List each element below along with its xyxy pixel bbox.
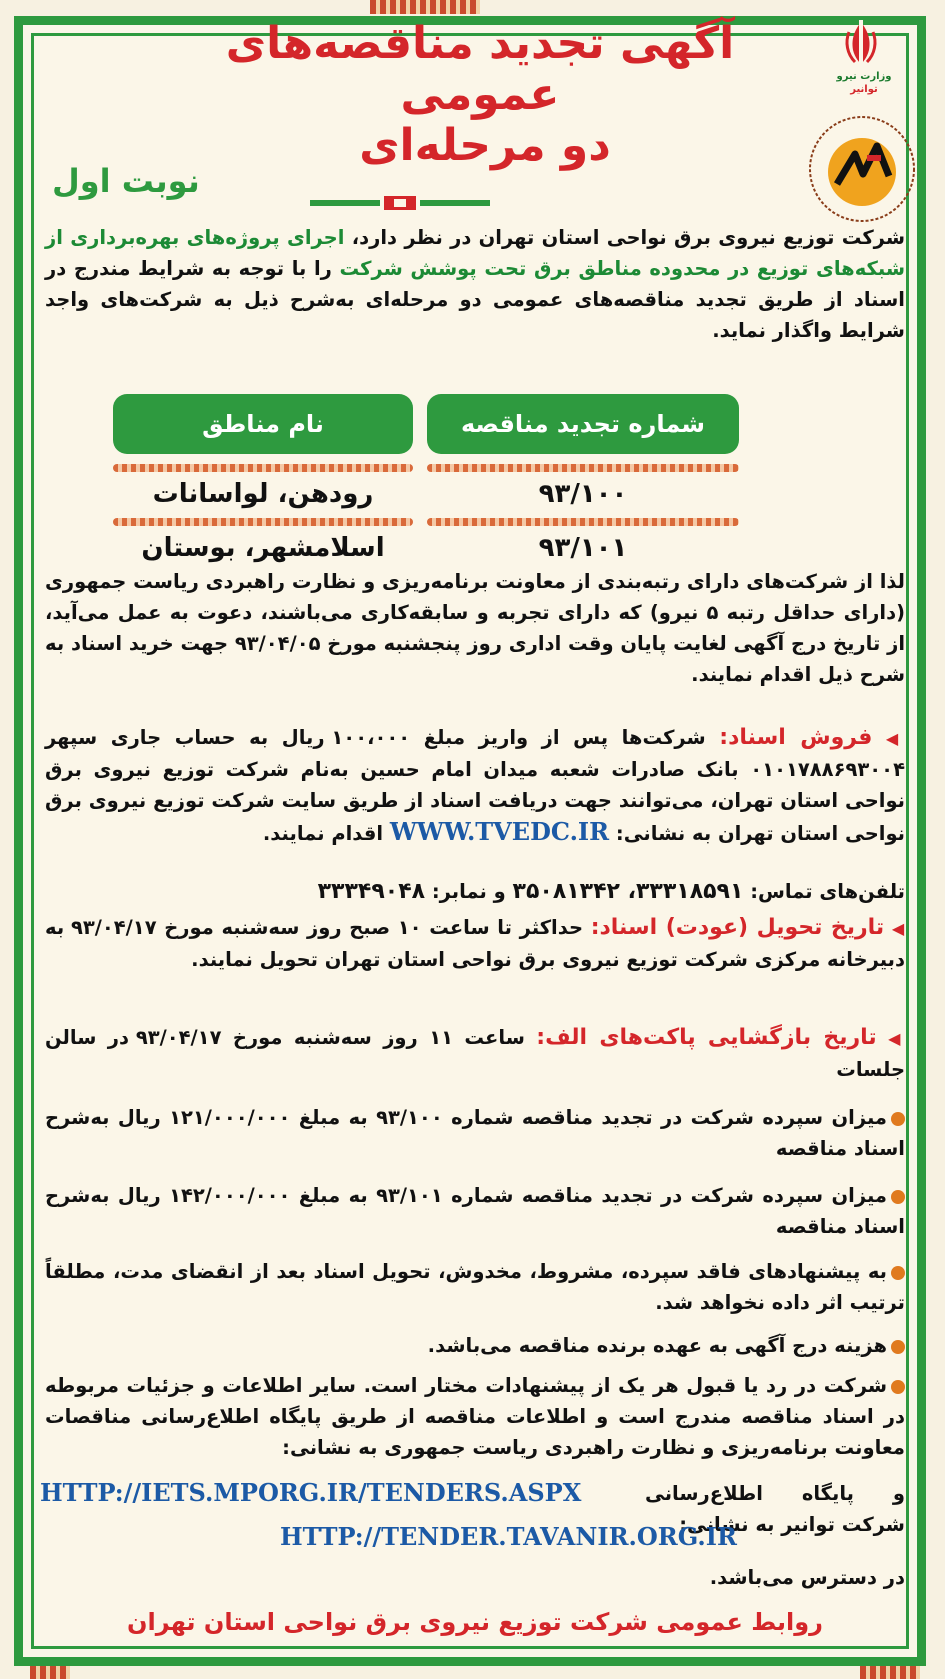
top-decoration xyxy=(370,0,480,14)
bullet-text: شرکت در رد یا قبول هر یک از پیشنهادات مختار است. سایر اطلاعات و جزئیات مربوطه در اسناد مناقصه مندرج است و اطلاعات مناقصه از طریق پایگاه اطلاع‌رسانی مناقصات معاونت برنامه‌ریزی و نظارت راهبردی ریاست جمهوری به نشانی: xyxy=(45,1374,905,1459)
divider-ornament-icon xyxy=(310,195,490,211)
tvedc-link[interactable]: WWW.TVEDC.IR xyxy=(389,817,610,846)
arrow-icon: ◀ xyxy=(891,919,906,938)
sale-heading: فروش اسناد: xyxy=(719,725,873,750)
logo-area xyxy=(804,14,919,229)
sale-text: شرکت‌ها پس از واریز مبلغ ۱۰۰،۰۰۰ ریال به حساب جاری سپهر ۰۱۰۱۷۸۸۶۹۳۰۰۴ بانک صادرات شعبه میدان امام حسین به‌نام شرکت توزیع نیروی برق نواحی استان تهران، می‌توانند جهت دریافت اسناد از طریق سایت شرکت توزیع نیروی برق نواحی استان تهران به نشانی: xyxy=(45,726,905,845)
last-text-3: در دسترس می‌باشد. xyxy=(709,1566,905,1589)
fax-number: ۳۳۳۴۹۰۴۸ xyxy=(317,879,426,904)
document-sale-section xyxy=(45,722,905,849)
iran-emblem-icon xyxy=(841,18,881,68)
opening-section xyxy=(45,1022,905,1085)
column-header-area: نام مناطق xyxy=(113,394,413,454)
opening-heading: تاریخ بازگشایی پاکت‌های الف: xyxy=(536,1025,877,1050)
table-cell-area: رودهن، لواسانات xyxy=(152,479,374,509)
phones-label: تلفن‌های تماس: xyxy=(750,880,905,903)
delivery-section xyxy=(45,912,905,975)
delivery-heading: تاریخ تحویل (عودت) اسناد: xyxy=(590,915,885,940)
bullet-text: به پیشنهادهای فاقد سپرده، مشروط، مخدوش، تحویل اسناد بعد از انقضای مدت، مطلقاً ترتیب اثر داده نخواهد شد. xyxy=(45,1260,905,1314)
table-cell-area: اسلامشهر، بوستان xyxy=(141,533,385,563)
list-item xyxy=(45,1180,905,1242)
bullet-icon xyxy=(891,1266,905,1280)
bottom-decoration-left xyxy=(30,1665,70,1679)
page-title: آگهی تجدید مناقصه‌های عمومی xyxy=(225,18,735,120)
invitation-paragraph: لذا از شرکت‌های دارای رتبه‌بندی از معاونت برنامه‌ریزی و نظارت راهبردی ریاست جمهوری (دارای حداقل رتبه ۵ نیرو) که دارای تجربه و سابقه‌کاری می‌باشند، دعوت به عمل می‌آید، از تاریخ درج آگهی لغایت پایان وقت اداری روز پنجشنبه مورخ ۹۳/۰۴/۰۵ جهت خرید اسناد به شرح ذیل اقدام نمایند. xyxy=(45,570,905,686)
table-cell-number: ۹۳/۱۰۱ xyxy=(538,533,628,563)
last-text-2: و پایگاه اطلاع‌رسانی شرکت توانیر به نشانی: xyxy=(645,1482,905,1536)
fax-label: و نمابر: xyxy=(431,880,506,903)
sale-after: اقدام نمایند. xyxy=(262,822,384,845)
ministry-line1: وزارت نیرو xyxy=(836,71,892,82)
table-cell-number: ۹۳/۱۰۰ xyxy=(538,479,628,509)
table-divider xyxy=(427,518,739,526)
bullet-text: میزان سپرده شرکت در تجدید مناقصه شماره ۹۳/۱۰۱ به مبلغ ۱۴۲/۰۰۰/۰۰۰ ریال به‌شرح اسناد مناقصه xyxy=(45,1184,905,1238)
bottom-decoration-right xyxy=(860,1665,920,1679)
phones-numbers: ۳۳۳۱۸۵۹۱، ۳۵۰۸۱۳۴۲ xyxy=(512,879,744,904)
ministry-label xyxy=(809,70,919,96)
arrow-icon: ◀ xyxy=(885,729,905,748)
bullet-icon xyxy=(891,1112,905,1126)
company-logo-icon xyxy=(807,114,917,224)
phones-line xyxy=(45,876,905,907)
bullet-icon xyxy=(891,1190,905,1204)
delivery-text: حداکثر تا ساعت ۱۰ صبح روز سه‌شنبه مورخ ۹۳/۰۴/۱۷ به دبیرخانه مرکزی شرکت توزیع نیروی برق نواحی استان تهران تحویل نمایند. xyxy=(45,916,905,971)
list-item xyxy=(45,1330,905,1361)
round-badge: نوبت اول xyxy=(52,162,200,200)
list-item xyxy=(45,1256,905,1318)
intro-text: شرکت توزیع نیروی برق نواحی استان تهران در نظر دارد، xyxy=(344,226,905,249)
page-subtitle: دو مرحله‌ای xyxy=(359,120,611,171)
intro-text-end: را با توجه به شرایط مندرج در اسناد از طریق تجدید مناقصه‌های عمومی دو مرحله‌ای به‌شرح ذیل به شرکت‌های واجد شرایط واگذار نماید. xyxy=(45,257,905,342)
intro-paragraph xyxy=(45,222,905,346)
list-item xyxy=(45,1102,905,1164)
table-divider xyxy=(427,464,739,472)
column-header-number: شماره تجدید مناقصه xyxy=(427,394,739,454)
ministry-line2: توانیر xyxy=(850,84,878,95)
bullet-text: هزینه درج آگهی به عهده برنده مناقصه می‌باشد. xyxy=(427,1334,887,1357)
bullet-icon xyxy=(891,1380,905,1394)
table-divider xyxy=(113,518,413,526)
footer-signature: روابط عمومی شرکت توزیع نیروی برق نواحی استان تهران xyxy=(127,1608,823,1636)
table-divider xyxy=(113,464,413,472)
opening-text: ساعت ۱۱ روز سه‌شنبه مورخ ۹۳/۰۴/۱۷ در سالن جلسات xyxy=(45,1026,905,1081)
bullet-icon xyxy=(891,1340,905,1354)
list-item xyxy=(45,1370,905,1463)
intro-highlight: اجرای پروژه‌های بهره‌برداری از شبکه‌های توزیع در محدوده مناطق برق تحت پوشش شرکت xyxy=(45,226,905,280)
bullet-text: میزان سپرده شرکت در تجدید مناقصه شماره ۹۳/۱۰۰ به مبلغ ۱۲۱/۰۰۰/۰۰۰ ریال به‌شرح اسناد مناقصه xyxy=(45,1106,905,1160)
arrow-icon: ◀ xyxy=(888,1029,906,1048)
iets-link[interactable]: HTTP://IETS.MPORG.IR/TENDERS.ASPX xyxy=(40,1478,582,1507)
tavanir-link[interactable]: HTTP://TENDER.TAVANIR.ORG.IR xyxy=(280,1522,737,1551)
